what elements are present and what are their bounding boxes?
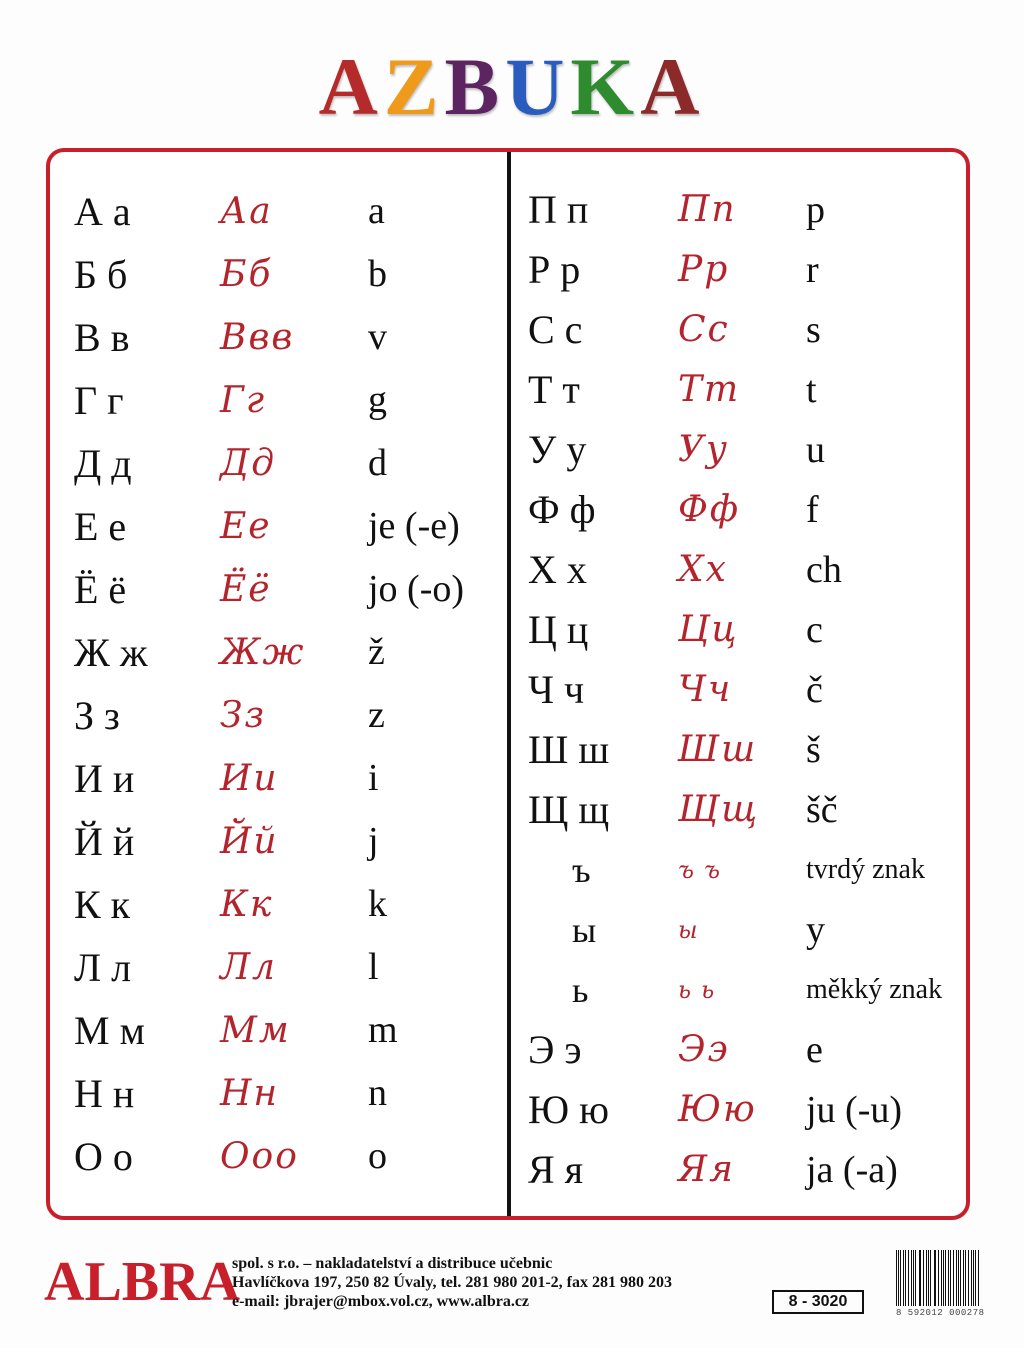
printed-letter: К к: [74, 882, 131, 927]
printed-letter: О о: [74, 1134, 133, 1179]
printed-letter: В в: [74, 315, 130, 360]
transliteration: s: [806, 309, 821, 351]
barcode-digits: 8 592012 000278: [896, 1308, 985, 1318]
printed-letter: Ц ц: [528, 607, 589, 652]
printed-letter: Л л: [74, 945, 132, 990]
script-letter: Йй: [220, 821, 279, 862]
transliteration: a: [368, 190, 385, 232]
printed-letter: П п: [528, 187, 589, 232]
printed-letter: И и: [74, 756, 135, 801]
transliteration: je (-e): [368, 505, 460, 547]
script-letter: Яя: [678, 1149, 735, 1190]
script-letter: Шш: [678, 729, 758, 770]
printed-letter: Р р: [528, 247, 581, 292]
script-letter: Бб: [220, 254, 273, 295]
barcode-bar: [896, 1250, 897, 1306]
transliteration: l: [368, 946, 379, 988]
transliteration: i: [368, 757, 379, 799]
transliteration: c: [806, 609, 823, 651]
script-letter: Ооо: [220, 1136, 299, 1177]
transliteration: e: [806, 1029, 823, 1071]
transliteration: ju (-u): [806, 1089, 903, 1131]
title-letter: U: [505, 41, 571, 132]
publisher-info: [232, 1254, 672, 1311]
script-letter: Уу: [678, 429, 729, 470]
publisher-address: Havlíčkova 197, 250 82 Úvaly, tel. 281 980 201-2, fax 281 980 203: [232, 1274, 672, 1291]
script-letter: Жж: [220, 632, 306, 673]
transliteration: f: [806, 489, 819, 531]
script-letter: Рр: [678, 249, 730, 290]
printed-letter: Х х: [528, 547, 587, 592]
printed-letter: Ш ш: [528, 727, 610, 772]
script-letter: Гг: [220, 380, 267, 421]
title-letter: A: [640, 41, 706, 132]
transliteration: v: [368, 316, 387, 358]
title-letter: Z: [383, 41, 445, 132]
printed-letter: ъ: [572, 850, 591, 890]
printed-letter: Й й: [74, 819, 135, 864]
script-letter: Зз: [220, 695, 267, 736]
script-letter: Кк: [220, 884, 274, 925]
barcode-bar: [971, 1250, 972, 1306]
transliteration: š: [806, 729, 821, 771]
script-letter: Дд: [220, 443, 277, 484]
transliteration: šč: [806, 789, 838, 831]
printed-letter: С с: [528, 307, 583, 352]
printed-letter: Н н: [74, 1071, 135, 1116]
publisher-logo: ALBRA: [44, 1251, 241, 1313]
transliteration: ch: [806, 549, 842, 591]
script-letter: Пп: [678, 189, 737, 230]
printed-letter: Б б: [74, 252, 128, 297]
barcode-bar: [958, 1250, 959, 1306]
printed-letter: М м: [74, 1008, 145, 1053]
printed-letter: Э э: [528, 1027, 582, 1072]
printed-letter: Ж ж: [74, 630, 148, 675]
printed-letter: Ф ф: [528, 487, 596, 532]
title-letter: A: [318, 41, 384, 132]
barcode-bar: [934, 1250, 935, 1306]
script-letter: ъъ: [678, 856, 730, 884]
printed-letter: Т т: [528, 367, 580, 412]
script-letter: Ввв: [220, 317, 295, 358]
printed-letter: Е е: [74, 504, 127, 549]
title-letter: K: [570, 41, 641, 132]
barcode-bar: [923, 1250, 924, 1306]
transliteration: b: [368, 253, 387, 295]
script-letter: Ээ: [678, 1029, 730, 1070]
transliteration: ž: [368, 631, 385, 673]
transliteration: y: [806, 909, 825, 951]
barcode-bar: [948, 1250, 949, 1306]
barcode-bar: [930, 1250, 931, 1306]
barcode-bar: [903, 1250, 904, 1306]
product-code: 8 - 3020: [772, 1290, 864, 1314]
printed-letter: Ю ю: [528, 1087, 609, 1132]
transliteration: k: [368, 883, 387, 925]
script-letter: Нн: [220, 1073, 280, 1114]
printed-letter: Ч ч: [528, 667, 585, 712]
script-letter: ы: [678, 916, 708, 944]
script-letter: Мм: [220, 1010, 291, 1051]
transliteration: r: [806, 249, 819, 291]
script-letter: Хх: [678, 549, 728, 590]
transliteration: g: [368, 379, 387, 421]
transliteration: n: [368, 1072, 387, 1114]
script-letter: Аа: [220, 191, 273, 232]
transliteration: t: [806, 369, 817, 411]
script-letter: Ее: [220, 506, 272, 547]
barcode-bar: [911, 1250, 912, 1306]
barcode: [896, 1250, 985, 1318]
transliteration: z: [368, 694, 385, 736]
script-letter: Щщ: [678, 789, 760, 830]
barcode-bar: [908, 1250, 909, 1306]
transliteration: ja (-a): [806, 1149, 898, 1191]
script-letter: Ии: [220, 758, 279, 799]
transliteration: o: [368, 1135, 387, 1177]
printed-letter: З з: [74, 693, 120, 738]
printed-letter: А а: [74, 189, 131, 234]
printed-letter: У у: [528, 427, 587, 472]
printed-letter: Г г: [74, 378, 124, 423]
publisher-contact: e-mail: jbrajer@mbox.vol.cz, www.albra.cz: [232, 1293, 530, 1310]
printed-letter: Д д: [74, 441, 132, 486]
script-letter: Юю: [678, 1089, 757, 1130]
script-letter: ьь: [678, 976, 725, 1004]
printed-letter: Ё ё: [74, 567, 127, 612]
printed-letter: Щ щ: [528, 787, 610, 832]
transliteration: měkký znak: [806, 974, 943, 1005]
barcode-bar: [965, 1250, 966, 1306]
script-letter: Ёё: [220, 569, 272, 610]
transliteration: jo (-o): [368, 568, 465, 610]
script-letter: Фф: [678, 489, 741, 530]
transliteration: č: [806, 669, 823, 711]
script-letter: Сс: [678, 309, 730, 350]
transliteration: d: [368, 442, 387, 484]
barcode-bar: [941, 1250, 942, 1306]
title-letter: B: [444, 41, 506, 132]
transliteration: m: [368, 1009, 398, 1051]
printed-letter: Я я: [528, 1147, 584, 1192]
barcode-bar: [950, 1250, 951, 1306]
printed-letter: ь: [572, 970, 589, 1010]
column-divider: [507, 152, 511, 1216]
script-letter: Лл: [220, 947, 277, 988]
transliteration: j: [368, 820, 379, 862]
barcode-bar: [915, 1250, 916, 1306]
barcode-bar: [978, 1250, 979, 1306]
printed-letter: ы: [572, 910, 597, 950]
script-letter: Чч: [678, 669, 733, 710]
transliteration: u: [806, 429, 825, 471]
transliteration: tvrdý znak: [806, 854, 925, 885]
barcode-bars: [896, 1250, 980, 1306]
script-letter: Тт: [678, 369, 741, 410]
poster-title: [0, 41, 1024, 132]
publisher-line-1: spol. s r.o. – nakladatelství a distribuce učebnic: [232, 1255, 553, 1272]
transliteration: p: [806, 189, 825, 231]
script-letter: Цц: [678, 609, 739, 650]
